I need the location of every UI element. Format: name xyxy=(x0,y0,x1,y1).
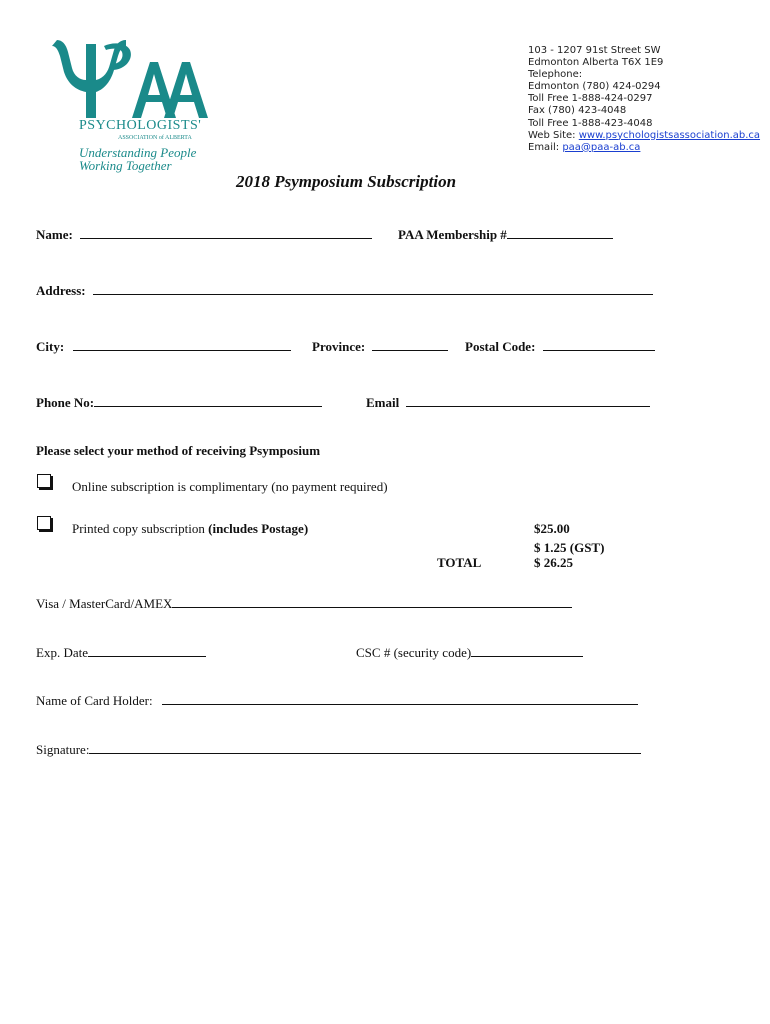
website-link[interactable]: www.psychologistsassociation.ab.ca xyxy=(578,129,761,141)
phone-label: Phone No: xyxy=(36,395,95,410)
province-row xyxy=(312,338,448,355)
postal-label: Postal Code: xyxy=(465,339,536,354)
price-amount: $25.00 xyxy=(534,521,570,536)
holder-row xyxy=(36,692,638,709)
province-label: Province: xyxy=(312,339,366,354)
csc-label: CSC # (security code) xyxy=(356,645,472,660)
printed-option xyxy=(72,521,308,537)
online-checkbox[interactable] xyxy=(37,474,51,488)
online-option-label: Online subscription is complimentary (no payment required) xyxy=(72,479,388,494)
website-row xyxy=(528,130,760,142)
fax-tollfree: Toll Free 1-888-423-4048 xyxy=(528,117,653,129)
card-label: Visa / MasterCard/AMEX xyxy=(36,596,173,611)
address-label: Address: xyxy=(36,283,86,298)
signature-field[interactable] xyxy=(89,741,641,754)
phone-field[interactable] xyxy=(94,394,322,407)
phone-row xyxy=(36,394,322,411)
postal-field[interactable] xyxy=(543,338,655,351)
name-row xyxy=(36,226,372,243)
holder-label: Name of Card Holder: xyxy=(36,693,153,708)
name-field[interactable] xyxy=(80,226,372,239)
signature-label: Signature: xyxy=(36,742,90,757)
printed-option-postage: (includes Postage) xyxy=(208,521,309,536)
name-label: Name: xyxy=(36,227,73,242)
postal-row xyxy=(465,338,655,355)
signature-row xyxy=(36,741,641,758)
website-label: Web Site: xyxy=(528,129,576,141)
city-label: City: xyxy=(36,339,65,354)
phone-edmonton: Edmonton (780) 424-0294 xyxy=(528,81,661,93)
city-line: Edmonton Alberta T6X 1E9 xyxy=(528,57,664,69)
form-title: 2018 Psymposium Subscription xyxy=(235,172,457,191)
card-holder-field[interactable] xyxy=(162,692,638,705)
card-number-field[interactable] xyxy=(172,595,572,608)
exp-date-field[interactable] xyxy=(88,644,206,657)
gst-amount: $ 1.25 (GST) xyxy=(534,540,605,555)
logo-association: ASSOCIATION of ALBERTA xyxy=(118,135,192,141)
email-row-form xyxy=(366,394,650,411)
logo-tagline-2: Working Together xyxy=(79,158,172,173)
city-field[interactable] xyxy=(73,338,291,351)
address-field[interactable] xyxy=(93,282,653,295)
phone-tollfree: Toll Free 1-888-424-0297 xyxy=(528,93,653,105)
total-amount: $ 26.25 xyxy=(534,555,573,570)
contact-block xyxy=(528,45,760,154)
address-row xyxy=(36,282,653,299)
printed-checkbox[interactable] xyxy=(37,516,51,530)
csc-field[interactable] xyxy=(471,644,583,657)
address-line: 103 - 1207 91st Street SW xyxy=(528,45,661,56)
csc-row xyxy=(356,644,583,661)
logo-tagline-1: Understanding People xyxy=(79,145,197,160)
total-label: TOTAL xyxy=(437,555,482,570)
email-label: Email: xyxy=(528,141,560,153)
email-row xyxy=(528,142,760,154)
membership-field[interactable] xyxy=(507,226,613,239)
card-row xyxy=(36,595,572,612)
method-heading: Please select your method of receiving Psymposium xyxy=(36,443,321,458)
membership-row xyxy=(398,226,613,243)
email-link[interactable]: paa@paa-ab.ca xyxy=(562,141,641,153)
logo-name: PSYCHOLOGISTS' xyxy=(79,118,202,133)
fax-line: Fax (780) 423-4048 xyxy=(528,105,627,117)
paa-logo xyxy=(52,38,222,178)
telephone-label: Telephone: xyxy=(528,69,583,81)
printed-option-label: Printed copy subscription xyxy=(72,521,205,536)
membership-label: PAA Membership # xyxy=(398,227,507,242)
email-field[interactable] xyxy=(406,394,650,407)
exp-label: Exp. Date xyxy=(36,645,88,660)
email-field-label: Email xyxy=(366,395,400,410)
province-field[interactable] xyxy=(372,338,448,351)
city-row xyxy=(36,338,291,355)
exp-row xyxy=(36,644,206,661)
